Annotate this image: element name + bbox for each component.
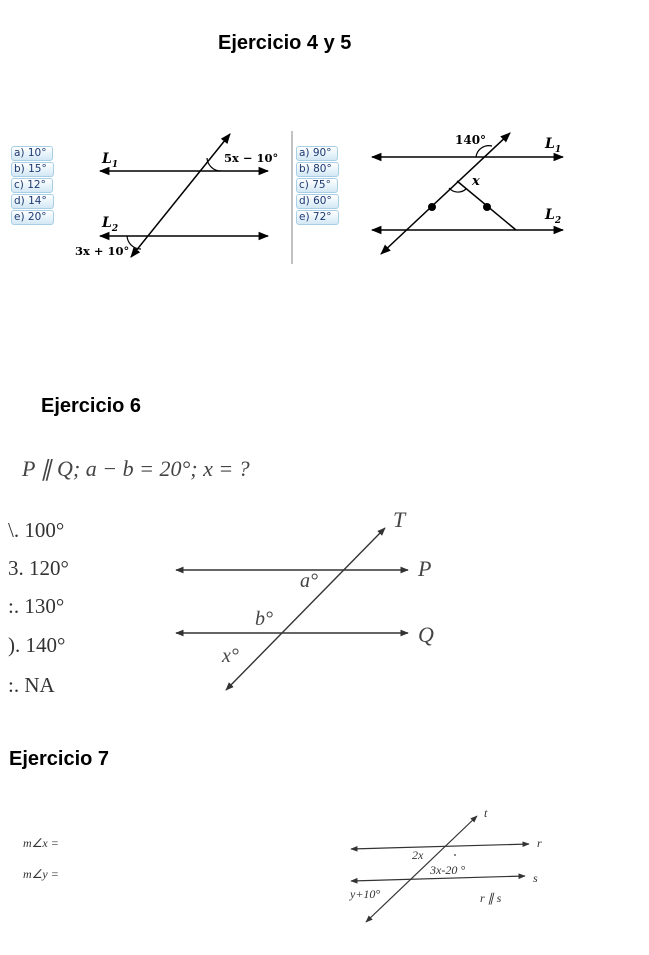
ex7-angle-y-10: y+10° xyxy=(350,887,381,901)
ex6-option-d[interactable]: ). 140° xyxy=(8,633,66,657)
ex6-option-b[interactable]: 3. 120° xyxy=(8,556,69,580)
ex4-option-a[interactable]: a) 10° xyxy=(11,146,53,161)
ex7-label-t: t xyxy=(484,806,488,820)
ex7-angle-3x-20: 3x-20 ° xyxy=(430,863,466,877)
ex6-angle-x: x° xyxy=(222,645,239,667)
ex7-label-s: s xyxy=(533,871,538,885)
ex5-angle-140-label: 140° xyxy=(455,133,487,147)
ex6-angle-a: a° xyxy=(300,570,318,592)
ex4-option-d[interactable]: d) 14° xyxy=(11,194,54,209)
ex6-statement: P ∥ Q; a − b = 20°; x = ? xyxy=(22,456,250,481)
ex7-relation: r ∥ s xyxy=(480,891,502,905)
ex7-line-r xyxy=(351,844,529,849)
ex6-angle-b: b° xyxy=(255,608,273,630)
ex4-label-l1: $L_1$ xyxy=(102,151,119,170)
ex6-label-q: Q xyxy=(418,622,434,647)
ex5-angle-x-label: x xyxy=(472,174,480,189)
ex7-angle-2x: 2x xyxy=(412,848,424,862)
ex5-option-a[interactable]: a) 90° xyxy=(296,146,338,161)
heading-ejercicio-6: Ejercicio 6 xyxy=(41,395,142,417)
heading-ejercicio-4-5: Ejercicio 4 y 5 xyxy=(218,32,352,54)
ex5-label-l2: $L_2$ xyxy=(545,207,562,226)
ex5-option-c[interactable]: c) 75° xyxy=(296,178,338,193)
ex5-option-d[interactable]: d) 60° xyxy=(296,194,339,209)
ex6-label-t: T xyxy=(393,507,406,532)
ex6-label-p: P xyxy=(418,556,432,581)
heading-ejercicio-7: Ejercicio 7 xyxy=(9,748,110,770)
ex4-label-l2: $L_2$ xyxy=(102,215,119,234)
ex7-ask-x: m∠x = xyxy=(23,836,59,850)
ex4-angle-top-label: 5x − 10° xyxy=(224,151,279,165)
ex5-option-e[interactable]: e) 72° xyxy=(296,210,339,225)
ex7-ask-y: m∠y = xyxy=(23,867,59,881)
ex6-option-c[interactable]: :. 130° xyxy=(8,594,65,618)
ex4-angle-bottom-label: 3x + 10° xyxy=(75,244,130,258)
ex4-option-e[interactable]: e) 20° xyxy=(11,210,54,225)
ex5-option-b[interactable]: b) 80° xyxy=(296,162,339,177)
ex5-label-l1: $L_1$ xyxy=(545,136,562,155)
ex4-option-b[interactable]: b) 15° xyxy=(11,162,54,177)
ex7-label-r: r xyxy=(537,836,542,850)
ex6-option-a[interactable]: \. 100° xyxy=(8,518,65,542)
ex4-option-c[interactable]: c) 12° xyxy=(11,178,53,193)
ex7-dot xyxy=(454,854,456,856)
ex6-option-e[interactable]: :. NA xyxy=(8,673,55,697)
